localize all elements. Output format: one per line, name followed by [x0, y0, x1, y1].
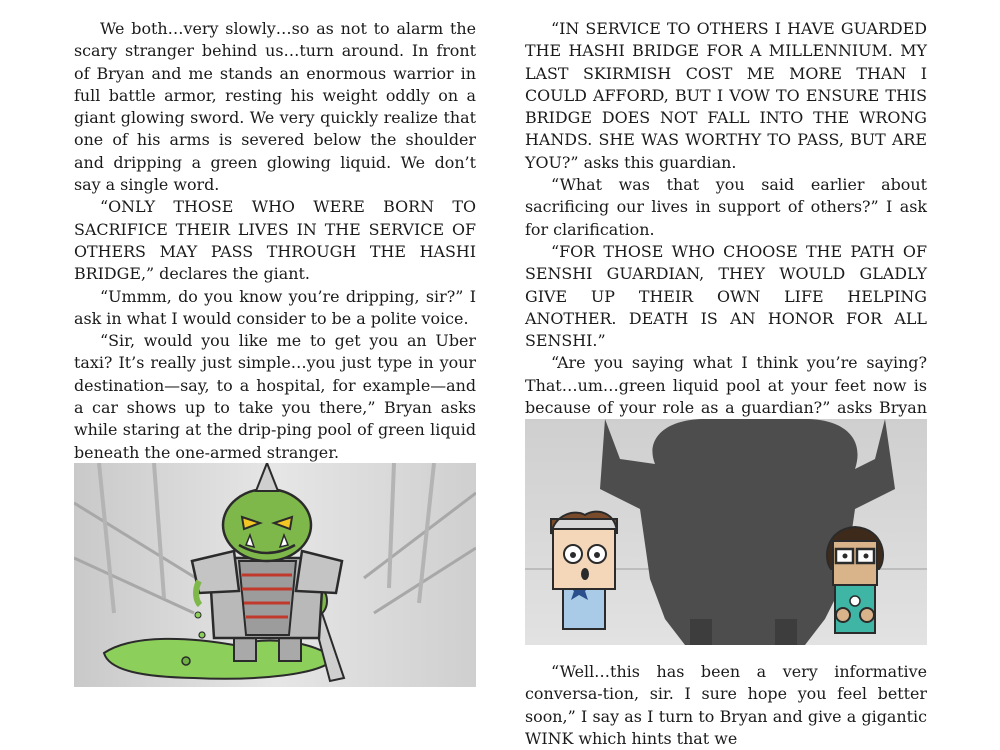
- left-text-column: [74, 18, 476, 464]
- paragraph: “FOR THOSE WHO CHOOSE THE PATH OF SENSHI GUARDIAN, THEY WOULD GLADLY GIVE UP THEIR OWN LIFE HELPING ANOTHER. DEATH IS AN HONOR FOR ALL SENSHI.”: [525, 241, 927, 351]
- shadow-illustration-svg: [525, 419, 927, 645]
- right-column-continuation: [525, 661, 927, 750]
- paragraph: We both…very slowly…so as not to alarm the scary stranger behind us…turn around. In front of Bryan and me stands an enormous warrior in full battle armor, resting his weight oddly on a giant glowing sword. We very quickly realize that one of his arms is severed below the shoulder and dripping a green glowing liquid. We don’t say a single word.: [74, 19, 476, 195]
- right-text-column: [525, 18, 927, 442]
- illustration-guardian-shadow: [525, 419, 927, 645]
- paragraph: “Ummm, do you know you’re dripping, sir?” I ask in what I would consider to be a polite voice.: [74, 286, 476, 328]
- paragraph: “IN SERVICE TO OTHERS I HAVE GUARDED THE HASHI BRIDGE FOR A MILLENNIUM. MY LAST SKIRMISH COST ME MORE THAN I COULD AFFORD, BUT I VOW TO ENSURE THIS BRIDGE DOES NOT FALL INTO THE WRONG HANDS. SHE WAS WORTHY TO PASS, BUT ARE YOU?” asks this guardian.: [525, 19, 927, 172]
- illustration-one-armed-guardian: [74, 463, 476, 687]
- paragraph: “What was that you said earlier about sacrificing our lives in support of others?” I ask for clarification.: [525, 175, 927, 239]
- paragraph: “ONLY THOSE WHO WERE BORN TO SACRIFICE THEIR LIVES IN THE SERVICE OF OTHERS MAY PASS THROUGH THE HASHI BRIDGE,” declares the giant.: [74, 197, 476, 284]
- paragraph: “Are you saying what I think you’re saying? That…um…green liquid pool at your feet now is because of your role as a guardian?” asks Bryan: [525, 353, 927, 418]
- guardian-illustration-svg: [74, 463, 476, 687]
- paragraph: “Well…this has been a very informative conversa-tion, sir. I sure hope you feel better soon,” I say as I turn to Bryan and give a gigantic WINK which hints that we: [525, 662, 927, 748]
- paragraph: “Sir, would you like me to get you an Uber taxi? It’s really just simple…you just type in your destination—say, to a hospital, for example—and a car shows up to take you there,” Bryan asks while staring at the drip-ping pool of green liquid beneath the one-armed stranger.: [74, 331, 476, 462]
